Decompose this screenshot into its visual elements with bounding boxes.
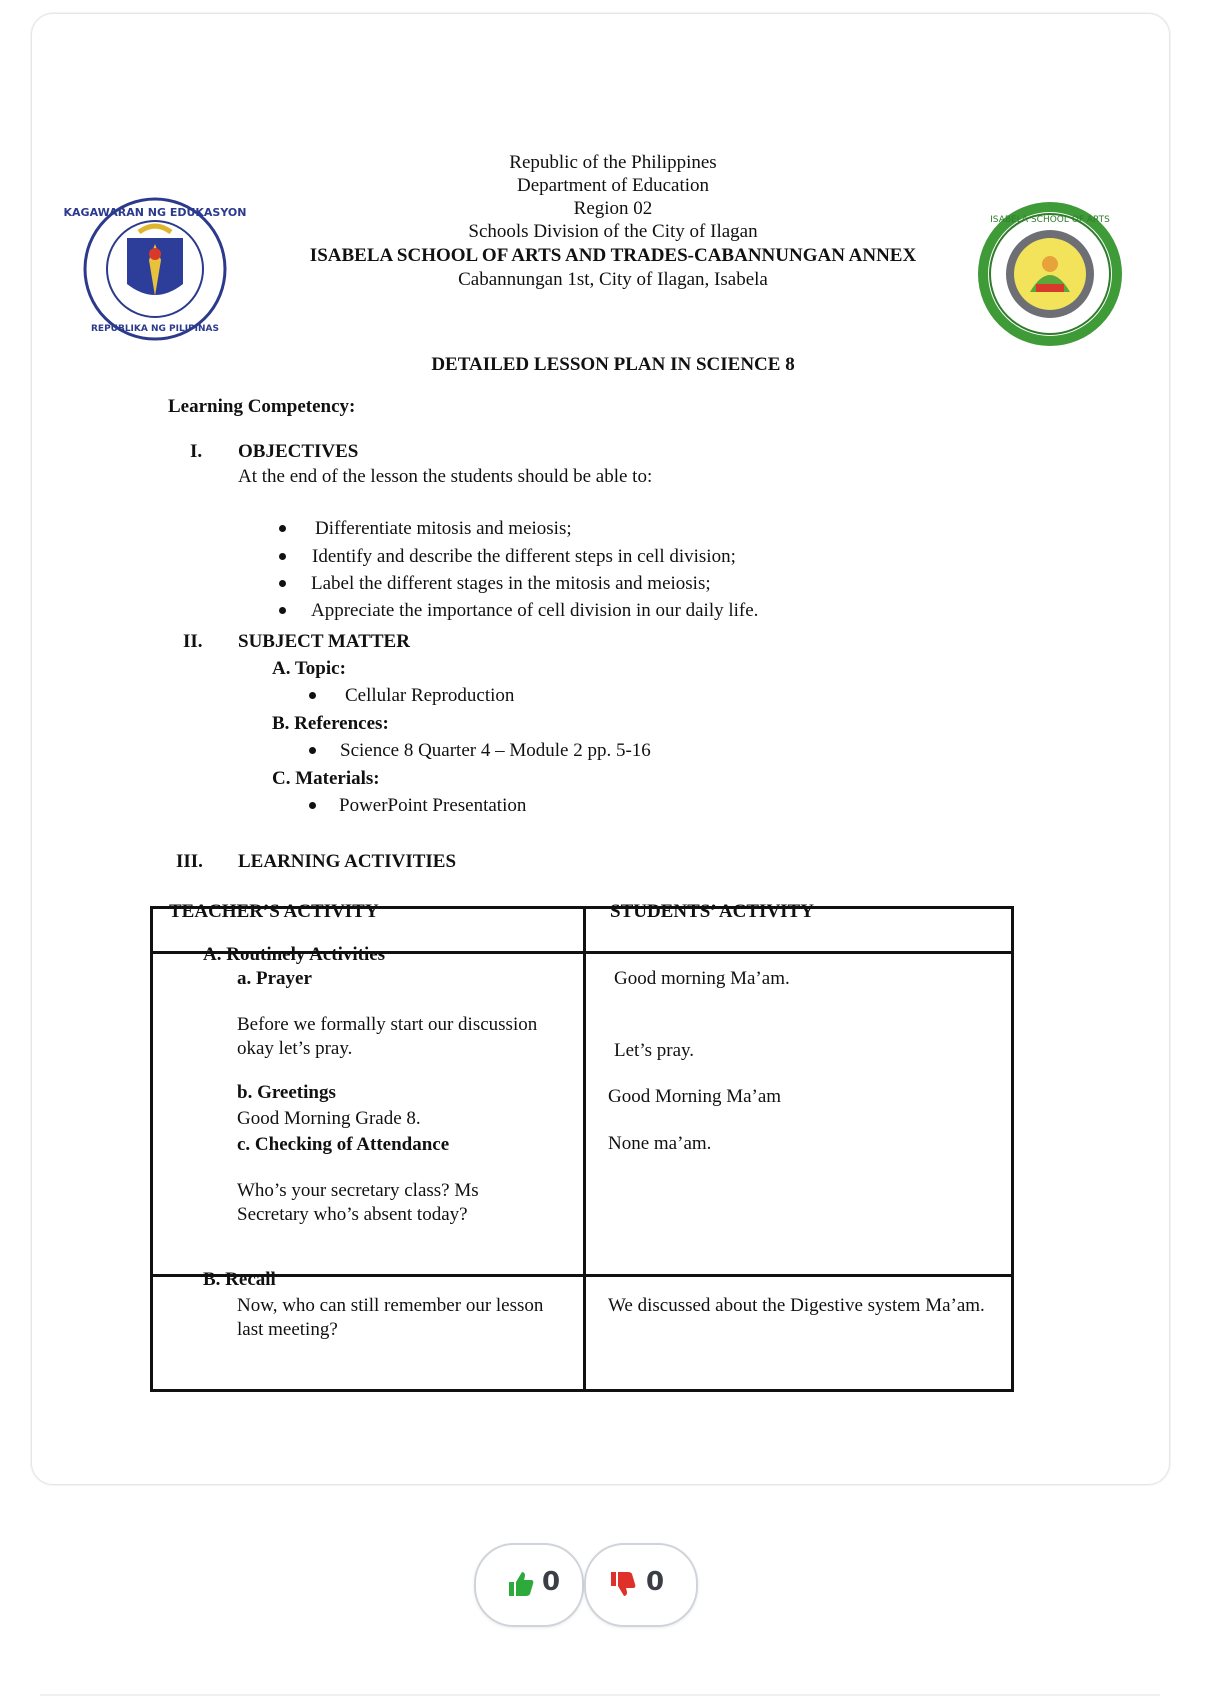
- topic-label: A. Topic:: [272, 658, 346, 679]
- bullet: [309, 802, 316, 809]
- prayer-label: a. Prayer: [237, 968, 312, 989]
- attendance-label: c. Checking of Attendance: [237, 1134, 450, 1155]
- student-response: None ma’am.: [608, 1133, 712, 1154]
- attendance-text-cont: Secretary who’s absent today?: [237, 1204, 468, 1225]
- bullet: [279, 580, 286, 587]
- materials-value: PowerPoint Presentation: [339, 795, 527, 816]
- references-value: Science 8 Quarter 4 – Module 2 pp. 5-16: [340, 740, 651, 761]
- objective-item: Appreciate the importance of cell division in our daily life.: [311, 600, 759, 621]
- svg-text:KAGAWARAN NG EDUKASYON: KAGAWARAN NG EDUKASYON: [63, 206, 247, 219]
- objective-item: Label the different stages in the mitosis and meiosis;: [311, 573, 711, 594]
- prayer-text: Before we formally start our discussion: [237, 1014, 538, 1035]
- student-activity-header: STUDENTS’ ACTIVITY: [610, 901, 814, 922]
- student-routine-cell: [585, 953, 1013, 1276]
- bullet: [309, 692, 316, 699]
- bullet: [279, 525, 286, 532]
- recall-label: B. Recall: [203, 1269, 276, 1290]
- greetings-label: b. Greetings: [237, 1082, 336, 1103]
- learning-activities-number: III.: [176, 851, 203, 872]
- learning-activities-heading: LEARNING ACTIVITIES: [238, 851, 457, 872]
- student-response: We discussed about the Digestive system Ma’am.: [608, 1295, 985, 1316]
- learning-competency-label: Learning Competency:: [168, 396, 356, 417]
- bullet: [309, 747, 316, 754]
- bullet: [279, 553, 286, 560]
- student-activity-header-cell: [585, 901, 1013, 953]
- student-response: Let’s pray.: [614, 1040, 695, 1061]
- school-name: ISABELA SCHOOL OF ARTS AND TRADES-CABANNUNGAN ANNEX: [309, 245, 917, 266]
- table-row: [152, 1276, 1013, 1391]
- thumbs-up-icon: [506, 1569, 536, 1599]
- table-row: [152, 953, 1013, 1276]
- divider: [40, 1694, 1160, 1696]
- routinely-activities-label: A. Routinely Activities: [203, 944, 386, 965]
- topic-value: Cellular Reproduction: [345, 685, 515, 706]
- objective-item: Identify and describe the different steps in cell division;: [312, 546, 736, 567]
- bullet: [279, 607, 286, 614]
- thumbs-down-icon: [608, 1569, 638, 1599]
- objectives-heading: OBJECTIVES: [238, 441, 359, 462]
- header-line-division: Schools Division of the City of Ilagan: [468, 221, 758, 242]
- teacher-recall-cell: [152, 1269, 585, 1391]
- student-response: Good Morning Ma’am: [608, 1086, 782, 1107]
- header-line-region: Region 02: [573, 198, 653, 219]
- attendance-text: Who’s your secretary class? Ms: [237, 1180, 479, 1201]
- like-count: 0: [542, 1567, 561, 1597]
- dislike-button[interactable]: [584, 1543, 698, 1627]
- prayer-text-cont: okay let’s pray.: [237, 1038, 353, 1059]
- objectives-number: I.: [190, 441, 203, 462]
- svg-text:ISABELA SCHOOL OF ARTS: ISABELA SCHOOL OF ARTS: [990, 215, 1110, 225]
- references-label: B. References:: [272, 713, 389, 734]
- svg-text:REPUBLIKA NG PILIPINAS: REPUBLIKA NG PILIPINAS: [90, 324, 220, 334]
- like-button[interactable]: [474, 1543, 584, 1627]
- objective-item: Differentiate mitosis and meiosis;: [315, 518, 572, 539]
- document-title: DETAILED LESSON PLAN IN SCIENCE 8: [431, 354, 795, 375]
- recall-text: Now, who can still remember our lesson: [237, 1295, 544, 1316]
- dislike-count: 0: [646, 1567, 665, 1597]
- student-recall-cell: [585, 1276, 1013, 1391]
- header-line-department: Department of Education: [516, 175, 710, 196]
- objectives-intro: At the end of the lesson the students should be able to:: [238, 466, 653, 487]
- header-line-republic: Republic of the Philippines: [509, 152, 717, 173]
- teacher-activity-header: TEACHER’S ACTIVITY: [169, 901, 379, 922]
- student-response: Good morning Ma’am.: [614, 968, 790, 989]
- subject-matter-number: II.: [183, 631, 203, 652]
- materials-label: C. Materials:: [272, 768, 380, 789]
- greetings-text: Good Morning Grade 8.: [237, 1108, 421, 1129]
- school-address: Cabannungan 1st, City of Ilagan, Isabela: [458, 269, 768, 290]
- subject-matter-heading: SUBJECT MATTER: [238, 631, 410, 652]
- activities-table: [150, 901, 1014, 1392]
- teacher-routine-cell: [152, 944, 585, 1276]
- recall-text-cont: last meeting?: [237, 1319, 338, 1340]
